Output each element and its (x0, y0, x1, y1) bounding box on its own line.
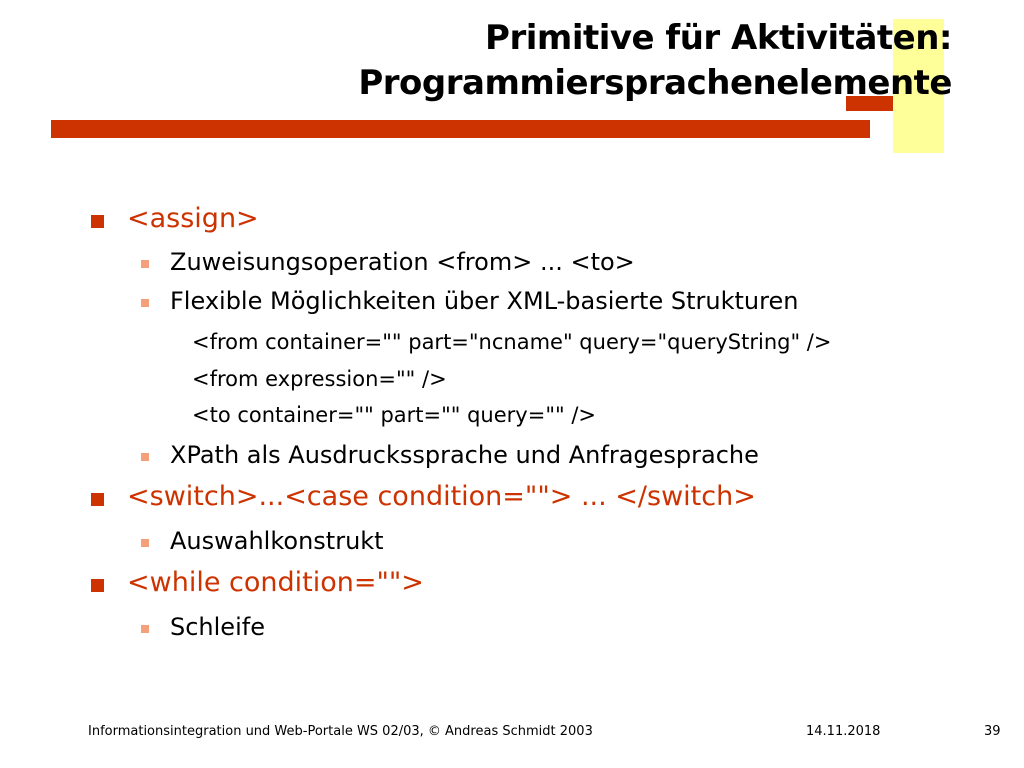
slide-title-line-2: Programmiersprachenelemente (358, 63, 952, 103)
sub-bullet-auswahl: Auswahlkonstrukt (170, 527, 384, 555)
footer-course-info: Informationsintegration und Web-Portale WS 02/03, © Andreas Schmidt 2003 (88, 724, 593, 739)
small-square-bullet-icon (141, 260, 149, 268)
small-square-bullet-icon (141, 539, 149, 547)
bullet-assign: <assign> (127, 203, 259, 234)
square-bullet-icon (91, 579, 104, 592)
small-square-bullet-icon (141, 299, 149, 307)
slide-title (358, 16, 952, 106)
sub-bullet-xpath: XPath als Ausdruckssprache und Anfragesprache (170, 441, 759, 469)
footer-page-number: 39 (984, 724, 1001, 739)
sub-bullet-zuweisung: Zuweisungsoperation <from> ... <to> (170, 248, 635, 276)
square-bullet-icon (91, 215, 104, 228)
footer-date: 14.11.2018 (806, 724, 881, 739)
slide-title-line-1: Primitive für Aktivitäten: (485, 18, 952, 58)
sub-bullet-flexible: Flexible Möglichkeiten über XML-basierte Strukturen (170, 287, 799, 315)
bullet-while: <while condition=""> (127, 567, 424, 598)
bullet-switch: <switch>...<case condition=""> ... </switch> (127, 481, 756, 512)
square-bullet-icon (91, 493, 104, 506)
code-line-from-expression: <from expression="" /> (192, 367, 447, 391)
code-line-to-container: <to container="" part="" query="" /> (192, 403, 596, 427)
small-square-bullet-icon (141, 453, 149, 461)
small-square-bullet-icon (141, 625, 149, 633)
code-line-from-container: <from container="" part="ncname" query="queryString" /> (192, 330, 832, 354)
sub-bullet-schleife: Schleife (170, 613, 265, 641)
